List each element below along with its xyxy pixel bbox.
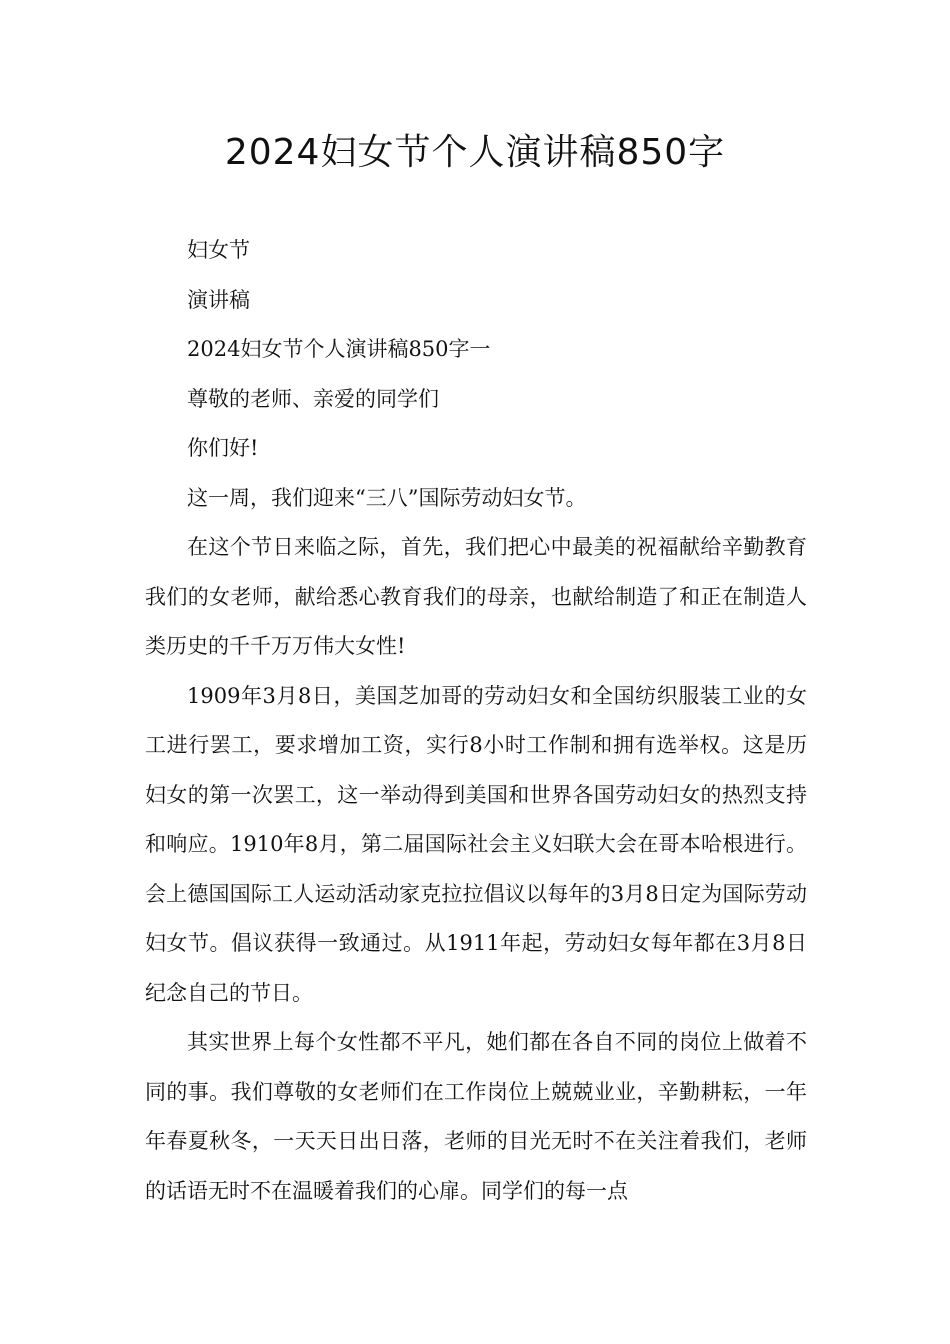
paragraph: 在这个节日来临之际，首先，我们把心中最美的祝福献给辛勤教育我们的女老师，献给悉心教育我们的母亲，也献给制造了和正在制造人类历史的千千万万伟大女性! xyxy=(145,535,807,658)
document-body xyxy=(145,226,807,1216)
paragraph: 2024妇女节个人演讲稿850字一 xyxy=(187,337,491,361)
paragraph: 演讲稿 xyxy=(187,287,250,312)
paragraph: 这一周，我们迎来“三八”国际劳动妇女节。 xyxy=(187,485,587,510)
paragraph: 妇女节 xyxy=(187,238,250,262)
paragraph: 其实世界上每个女性都不平凡，她们都在各自不同的岗位上做着不同的事。我们尊敬的女老师们在工作岗位上兢兢业业，辛勤耕耘，一年年春夏秋冬，一天天日出日落，老师的目光无时不在关注着我们，老师的话语无时不在温暖着我们的心扉。同学们的每一点 xyxy=(145,1030,807,1203)
paragraph: 你们好! xyxy=(187,436,259,460)
document-title: 2024妇女节个人演讲稿850字 xyxy=(224,132,726,173)
paragraph: 尊敬的老师、亲爱的同学们 xyxy=(187,386,439,411)
paragraph: 1909年3月8日，美国芝加哥的劳动妇女和全国纺织服装工业的女工进行罢工，要求增加工资，实行8小时工作制和拥有选举权。这是历妇女的第一次罢工，这一举动得到美国和世界各国劳动妇女的热烈支持和响应。1910年8月，第二届国际社会主义妇联大会在哥本哈根进行。会上德国国际工人运动活动家克拉拉倡议以每年的3月8日定为国际劳动妇女节。倡议获得一致通过。从1911年起，劳动妇女每年都在3月8日纪念自己的节日。 xyxy=(145,683,807,1005)
